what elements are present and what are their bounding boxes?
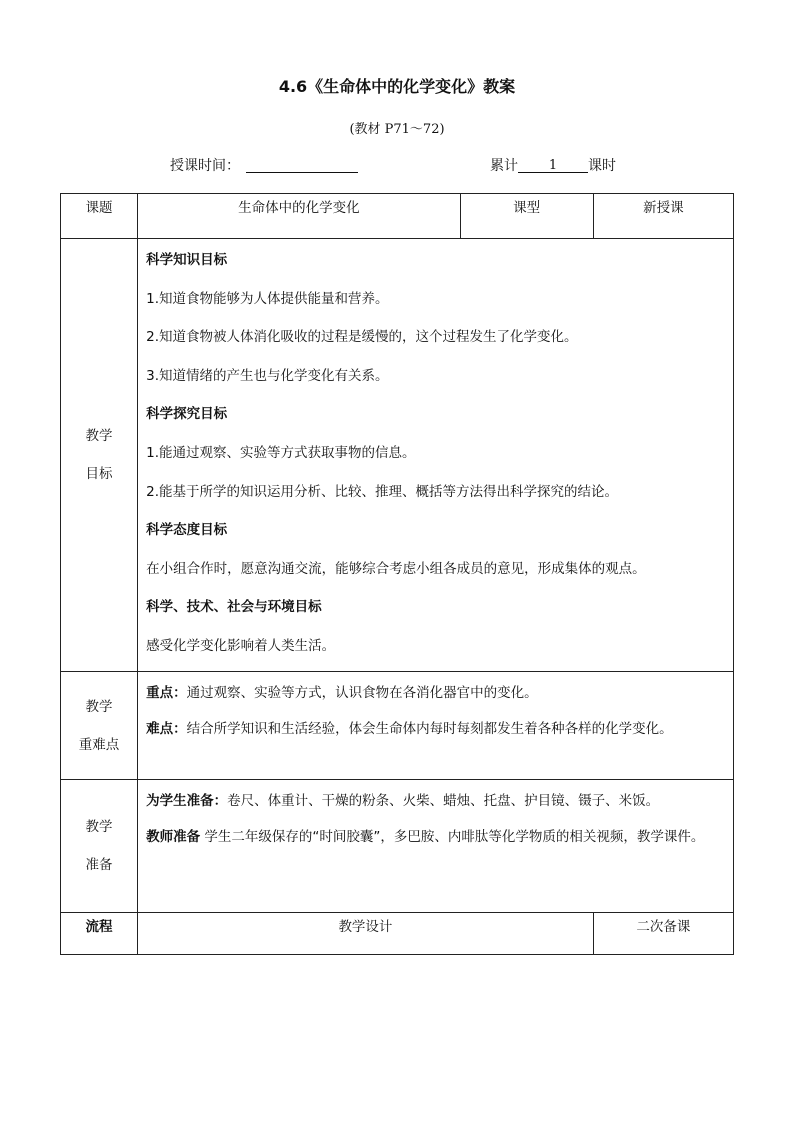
student-preparation xyxy=(146,782,727,818)
teaching-time-field xyxy=(170,156,358,176)
preparation-label xyxy=(61,780,138,913)
knowledge-goal-item: 2.知道食物被人体消化吸收的过程是缓慢的，这个过程发生了化学变化。 xyxy=(146,329,578,346)
topic-label: 课题 xyxy=(61,194,138,239)
sts-goal-title: 科学、技术、社会与环境目标 xyxy=(146,599,322,616)
attitude-goal-title: 科学态度目标 xyxy=(146,522,228,539)
table-header-row xyxy=(61,194,734,239)
key-point-text: 通过观察、实验等方式，认识食物在各消化器官中的变化。 xyxy=(186,685,538,701)
sts-goal-text: 感受化学变化影响着人类生活。 xyxy=(146,637,336,654)
key-points-label-line1: 教学 xyxy=(85,698,113,715)
teaching-design-label: 教学设计 xyxy=(138,913,594,955)
knowledge-goal-item: 1.知道食物能够为人体提供能量和营养。 xyxy=(146,290,389,307)
knowledge-goal-item: 3.知道情绪的产生也与化学变化有关系。 xyxy=(146,367,389,384)
teacher-preparation xyxy=(146,818,727,854)
teaching-time-label: 授课时间： xyxy=(170,158,240,174)
process-label: 流程 xyxy=(61,913,138,955)
topic-value: 生命体中的化学变化 xyxy=(138,194,460,239)
inquiry-goal-title: 科学探究目标 xyxy=(146,406,228,423)
preparation-row xyxy=(61,780,734,913)
lesson-plan-table xyxy=(60,193,734,955)
teaching-goals-content xyxy=(138,239,734,672)
teaching-goals-label-line1: 教学 xyxy=(85,428,113,444)
document-subtitle: (教材 P71～72) xyxy=(349,122,445,137)
teacher-preparation-text: 学生二年级保存的“时间胶囊”，多巴胺、内啡肽等化学物质的相关视频，教学课件。 xyxy=(204,829,705,845)
total-hours-field xyxy=(490,156,616,176)
teaching-goals-row xyxy=(61,239,734,672)
lesson-type-value: 新授课 xyxy=(593,194,733,239)
total-hours-value: 1 xyxy=(518,156,588,173)
inquiry-goal-item: 2.能基于所学的知识运用分析、比较、推理、概括等方法得出科学探究的结论。 xyxy=(146,483,618,500)
key-point-label: 重点： xyxy=(146,685,187,701)
inquiry-goal-item: 1.能通过观察、实验等方式获取事物的信息。 xyxy=(146,444,416,461)
lesson-type-label: 课型 xyxy=(460,194,593,239)
student-preparation-text: 卷尺、体重计、干燥的粉条、火柴、蜡烛、托盘、护目镜、镊子、米饭。 xyxy=(227,793,660,809)
total-hours-unit: 课时 xyxy=(588,158,616,174)
difficult-point xyxy=(146,710,727,746)
second-preparation-label: 二次备课 xyxy=(593,913,733,955)
preparation-label-line2: 准备 xyxy=(85,857,113,873)
key-points-row xyxy=(61,672,734,780)
student-preparation-label: 为学生准备： xyxy=(146,793,228,809)
key-points-label-line2: 重难点 xyxy=(78,736,120,753)
difficult-point-text: 结合所学知识和生活经验，体会生命体内每时每刻都发生着各种各样的化学变化。 xyxy=(186,721,673,737)
document-title: 4.6《生命体中的化学变化》教案 xyxy=(278,77,516,96)
teaching-goals-label-line2: 目标 xyxy=(85,466,113,482)
teaching-time-blank xyxy=(246,156,358,173)
preparation-label-line1: 教学 xyxy=(85,819,113,835)
key-points-label xyxy=(61,672,138,780)
key-points-content xyxy=(138,672,734,780)
flow-header-row xyxy=(61,913,734,955)
total-hours-label: 累计 xyxy=(490,158,518,174)
key-point xyxy=(146,674,727,710)
attitude-goal-text: 在小组合作时，愿意沟通交流，能够综合考虑小组各成员的意见，形成集体的观点。 xyxy=(146,560,646,577)
teacher-preparation-label: 教师准备 xyxy=(146,829,201,845)
teaching-goals-label xyxy=(61,239,138,672)
knowledge-goal-title: 科学知识目标 xyxy=(146,252,228,268)
preparation-content xyxy=(138,780,734,913)
difficult-point-label: 难点： xyxy=(146,721,187,737)
